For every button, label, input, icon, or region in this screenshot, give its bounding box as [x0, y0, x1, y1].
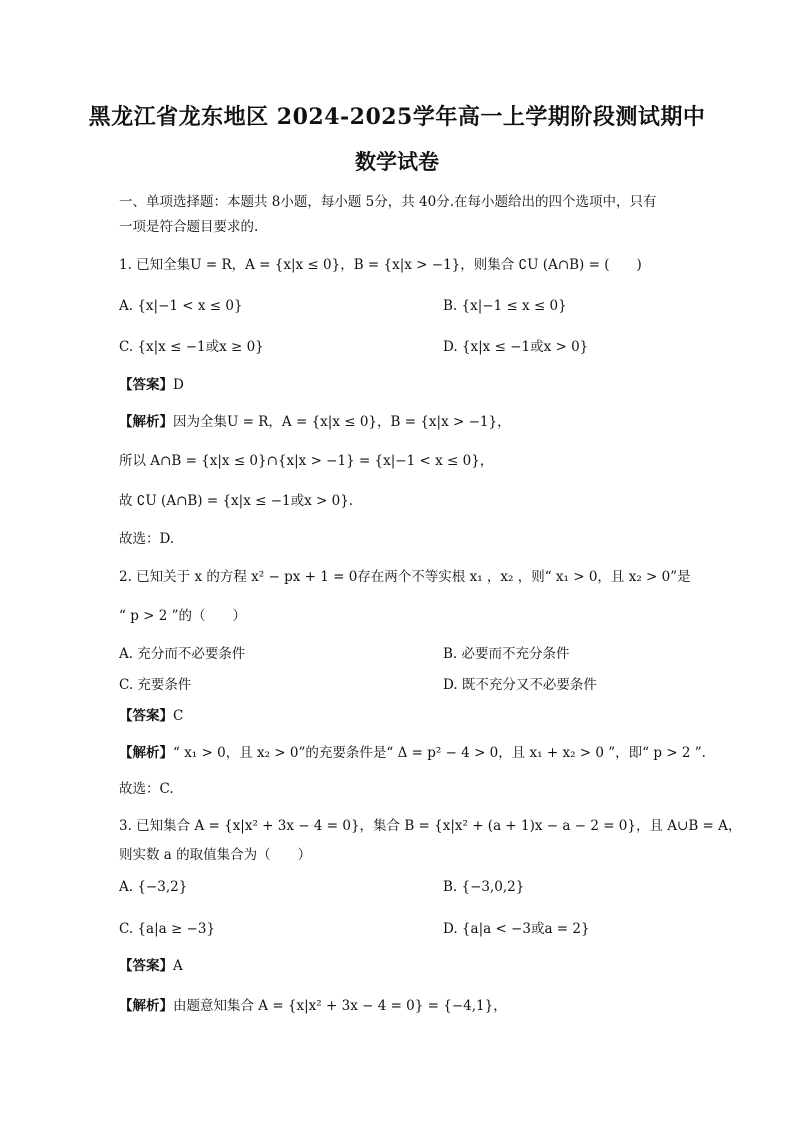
question-1-analysis	[119, 413, 511, 431]
question-3-option-d: D. {a|a < −3或a = 2}	[443, 921, 590, 937]
analysis-line: “ x₁ > 0，且 x₂ > 0”的充要条件是“ Δ = p² − 4 > 0，且 x₁ + x₂ > 0 ”，即“ p > 2 ”.	[173, 745, 706, 761]
analysis-tag: 【解析】	[119, 414, 173, 430]
question-2-stem-cont: “ p > 2 ”的（ ）	[119, 608, 247, 624]
question-2-stem: 2. 已知关于 x 的方程 x² − px + 1 = 0存在两个不等实根 x₁ ，x₂ ，则“ x₁ > 0，且 x₂ > 0”是	[119, 569, 691, 585]
section-heading-cont: 一项是符合题目要求的.	[119, 219, 259, 235]
question-2-answer	[119, 707, 183, 725]
question-3-answer	[119, 957, 183, 975]
question-2-option-b: B. 必要而不充分条件	[443, 646, 570, 662]
answer-value: C	[173, 708, 184, 724]
question-3-stem-cont: 则实数 a 的取值集合为（ ）	[119, 847, 312, 863]
question-2-option-a: A. 充分而不必要条件	[119, 646, 246, 662]
answer-tag: 【答案】	[119, 708, 173, 724]
question-3-option-a: A. {−3,2}	[119, 879, 188, 895]
answer-tag: 【答案】	[119, 377, 173, 393]
answer-tag: 【答案】	[119, 958, 173, 974]
section-heading: 一、单项选择题：本题共 8小题，每小题 5分，共 40分.在每小题给出的四个选项中，只有	[119, 194, 657, 210]
question-1-analysis-line-3: 故 ∁U (A∩B) = {x|x ≤ −1或x > 0}.	[119, 493, 354, 509]
question-2-analysis	[119, 744, 706, 762]
document-title: 黑龙江省龙东地区 2024-2025学年高一上学期阶段测试期中	[88, 104, 706, 130]
question-1-option-a: A. {x|−1 < x ≤ 0}	[119, 298, 243, 314]
question-1-option-b: B. {x|−1 ≤ x ≤ 0}	[443, 298, 567, 314]
question-1-option-c: C. {x|x ≤ −1或x ≥ 0}	[119, 339, 264, 355]
answer-value: D	[173, 377, 184, 393]
question-3-stem: 3. 已知集合 A = {x|x² + 3x − 4 = 0}，集合 B = {x|x² + (a + 1)x − a − 2 = 0}，且 A∪B = A，	[119, 818, 742, 834]
analysis-tag: 【解析】	[119, 745, 173, 761]
question-1-option-d: D. {x|x ≤ −1或x > 0}	[443, 339, 589, 355]
question-3-option-c: C. {a|a ≥ −3}	[119, 921, 216, 937]
question-2-option-c: C. 充要条件	[119, 677, 192, 693]
analysis-tag: 【解析】	[119, 998, 173, 1014]
question-1-stem: 1. 已知全集U = R，A = {x|x ≤ 0}，B = {x|x > −1}，则集合 ∁U (A∩B) = ( )	[119, 257, 642, 273]
question-1-analysis-line-4: 故选：D.	[119, 531, 175, 547]
question-2-analysis-line-2: 故选：C.	[119, 781, 174, 797]
question-3-analysis	[119, 997, 507, 1015]
question-2-option-d: D. 既不充分又不必要条件	[443, 677, 597, 693]
document-subtitle: 数学试卷	[355, 149, 439, 174]
question-1-answer	[119, 376, 184, 394]
answer-value: A	[173, 958, 183, 974]
analysis-line: 因为全集U = R，A = {x|x ≤ 0}，B = {x|x > −1}，	[173, 414, 511, 430]
question-3-option-b: B. {−3,0,2}	[443, 879, 525, 895]
analysis-line: 由题意知集合 A = {x|x² + 3x − 4 = 0} = {−4,1}，	[173, 998, 507, 1014]
question-1-analysis-line-2: 所以 A∩B = {x|x ≤ 0}∩{x|x > −1} = {x|−1 < x ≤ 0}，	[119, 453, 494, 469]
